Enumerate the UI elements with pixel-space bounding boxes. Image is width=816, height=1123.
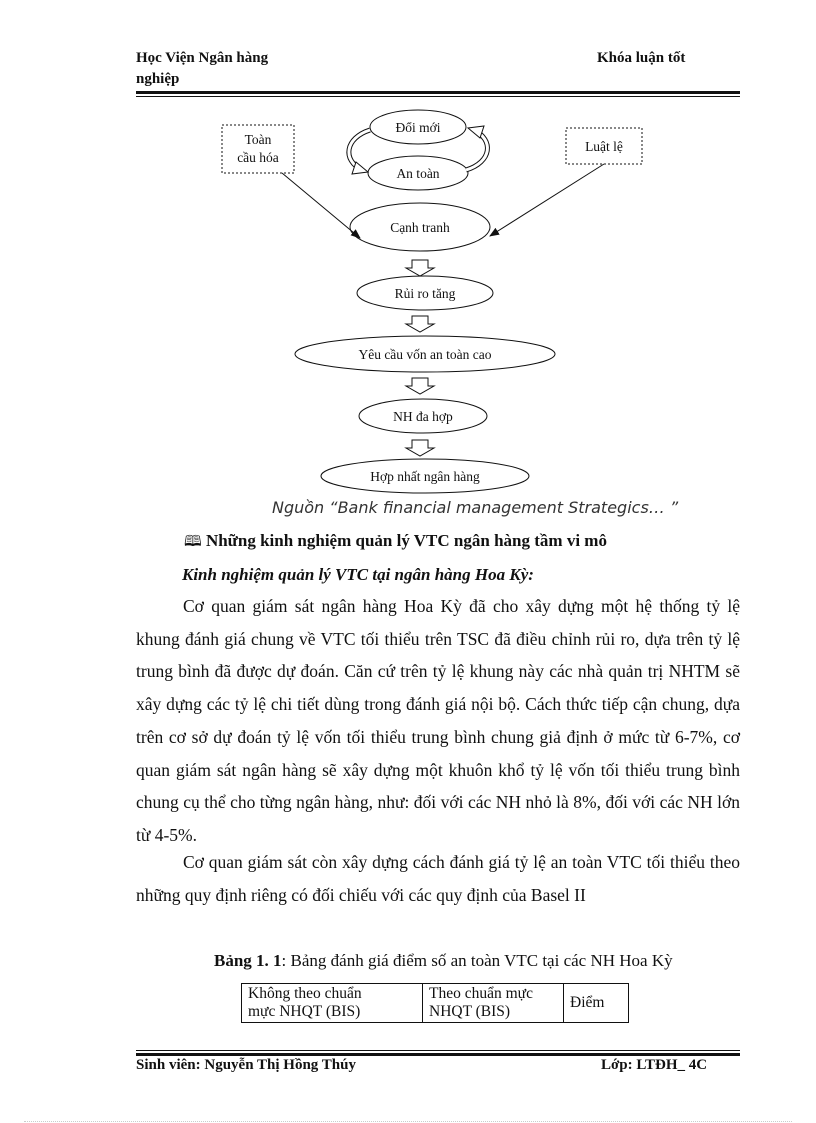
bis-score-table (241, 983, 629, 1023)
book-icon: 🕮 (184, 532, 202, 550)
capital-requirement-label: Yêu cầu vốn an toàn cao (358, 347, 492, 362)
down-arrow-1 (406, 260, 434, 276)
footer-rule-thin (136, 1050, 740, 1051)
globalization-label-2: cầu hóa (237, 150, 279, 165)
diagram-source: Nguồn “Bank financial management Strategics… ” (272, 498, 679, 517)
table-caption-text: : Bảng đánh giá điểm số an toàn VTC tại các NH Hoa Kỳ (281, 951, 673, 970)
universal-bank-label: NH đa hợp (393, 409, 453, 424)
section-heading (184, 531, 607, 556)
table-caption (214, 951, 673, 971)
header-institution-cont: nghiệp (136, 71, 180, 87)
regulation-label: Luật lệ (585, 139, 623, 154)
bank-merger-label: Hợp nhất ngân hàng (370, 469, 480, 484)
footer-class: Lớp: LTĐH_ 4C (601, 1057, 708, 1073)
table-header-non-bis: Không theo chuẩn mực NHQT (BIS) (242, 984, 423, 1023)
down-arrow-2 (406, 316, 434, 332)
regulation-arrow (490, 164, 604, 236)
header-rule (136, 91, 740, 94)
table-caption-label: Bảng 1. 1 (214, 951, 282, 970)
header-institution: Học Viện Ngân hàng (136, 50, 269, 66)
risk-label: Rủi ro tăng (394, 286, 456, 301)
competition-label: Cạnh tranh (390, 220, 450, 235)
paragraph-1: Cơ quan giám sát ngân hàng Hoa Kỳ đã cho xây dựng một hệ thống tỷ lệ khung đánh giá chung về VTC tối thiểu trên TSC đã điều chỉnh rủi ro, dựa trên tỷ lệ trung bình đã được dự đoán. Căn cứ trên tỷ lệ khung này các nhà quản trị NHTM sẽ xây dựng các tỷ lệ chi tiết dùng trong đánh giá nội bộ. Cách thức tiếp cận chung, dựa trên cơ sở dự đoán tỷ lệ vốn tối thiểu trung bình chung giả định ở mức từ 6-7%, cơ quan giám sát ngân hàng sẽ xây dựng một khuôn khổ tỷ lệ vốn tối thiểu trung bình chung cụ thể cho từng ngân hàng, như: đối với các NH nhỏ là 8%, đối với các NH lớn từ 4-5%. (136, 596, 740, 845)
down-arrow-4 (406, 440, 434, 456)
subheading: Kinh nghiệm quản lý VTC tại ngân hàng Hoa Kỳ: (182, 565, 534, 584)
header-rule-thin (136, 96, 740, 97)
table-header-bis: Theo chuẩn mực NHQT (BIS) (423, 984, 564, 1023)
page-edge (24, 1121, 792, 1122)
bank-risk-diagram (0, 100, 816, 500)
down-arrow-3 (406, 378, 434, 394)
table-header-score: Điểm (564, 984, 629, 1023)
header-doc-type: Khóa luận tốt (597, 50, 686, 66)
globalization-arrow (282, 173, 360, 238)
paragraph-2: Cơ quan giám sát còn xây dựng cách đánh giá tỷ lệ an toàn VTC tối thiểu theo những quy định riêng có đối chiếu với các quy định của Basel II (136, 852, 740, 905)
footer-student: Sinh viên: Nguyễn Thị Hồng Thúy (136, 1057, 356, 1073)
globalization-label-1: Toàn (244, 132, 272, 147)
safety-label: An toàn (396, 166, 440, 181)
table-row (242, 984, 629, 1023)
footer-rule (136, 1053, 740, 1056)
innovation-label: Đổi mới (395, 120, 441, 135)
section-heading-text: Những kinh nghiệm quản lý VTC ngân hàng tầm vi mô (205, 531, 607, 550)
